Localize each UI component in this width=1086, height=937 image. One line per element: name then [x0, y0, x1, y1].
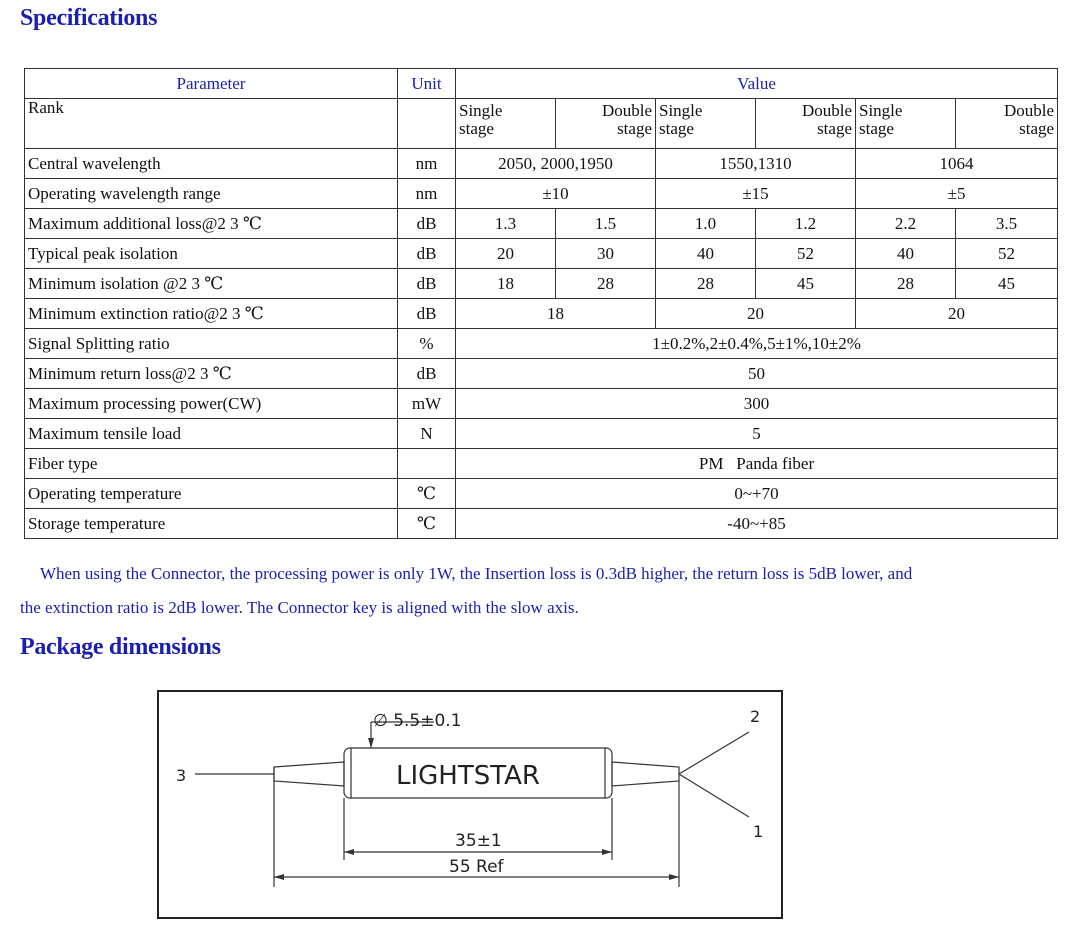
rank-double: Double stage: [756, 99, 856, 149]
table-header-row: [25, 69, 1058, 99]
connector-note-line-1: When using the Connector, the processing power is only 1W, the Insertion loss is 0.3dB higher, the return loss is 5dB lower, and: [40, 564, 913, 583]
port-1-label: 1: [753, 822, 764, 841]
left-boot: [274, 762, 344, 786]
connector-note-line-2: the extinction ratio is 2dB lower. The Connector key is aligned with the slow axis.: [20, 598, 579, 617]
rank-single: Single stage: [656, 99, 756, 149]
table-row: Maximum processing power(CW) mW 300: [25, 389, 1058, 419]
specifications-table: [24, 68, 1058, 539]
table-row: Signal Splitting ratio % 1±0.2%,2±0.4%,5±1%,10±2%: [25, 329, 1058, 359]
header-unit: Unit: [398, 69, 456, 99]
diameter-label: ∅ 5.5±0.1: [373, 711, 462, 731]
table-row: Minimum extinction ratio@2 3 ℃ dB 18 20 20: [25, 299, 1058, 329]
package-dimensions-heading: Package dimensions: [20, 634, 221, 660]
output-fiber-1: [679, 774, 749, 817]
dimension-total-label: 55 Ref: [449, 857, 504, 877]
table-row: Operating temperature ℃ 0~+70: [25, 479, 1058, 509]
right-boot: [612, 762, 679, 786]
port-2-label: 2: [750, 707, 761, 726]
port-3-label: 3: [176, 766, 187, 785]
table-row: Minimum return loss@2 3 ℃ dB 50: [25, 359, 1058, 389]
rank-double: Double stage: [956, 99, 1058, 149]
output-fiber-2: [679, 732, 749, 774]
rank-double: Double stage: [556, 99, 656, 149]
table-row: Storage temperature ℃ -40~+85: [25, 509, 1058, 539]
rank-label: Rank: [25, 99, 398, 149]
table-row: Operating wavelength range nm ±10 ±15 ±5: [25, 179, 1058, 209]
dimension-body-label: 35±1: [455, 831, 502, 851]
table-row: Maximum tensile load N 5: [25, 419, 1058, 449]
specifications-heading: Specifications: [20, 5, 158, 31]
table-row-rank: [25, 99, 1058, 149]
rank-single: Single stage: [856, 99, 956, 149]
table-row: Minimum isolation @2 3 ℃ dB 18 28 28 45 28 45: [25, 269, 1058, 299]
package-drawing-svg: [159, 692, 781, 917]
brand-label: LIGHTSTAR: [396, 761, 540, 791]
header-value: Value: [456, 69, 1058, 99]
table-row: Fiber type PM Panda fiber: [25, 449, 1058, 479]
table-row: Central wavelength nm 2050, 2000,1950 1550,1310 1064: [25, 149, 1058, 179]
table-row: Typical peak isolation dB 20 30 40 52 40 52: [25, 239, 1058, 269]
header-parameter: Parameter: [25, 69, 398, 99]
table-row: Maximum additional loss@2 3 ℃ dB 1.3 1.5 1.0 1.2 2.2 3.5: [25, 209, 1058, 239]
rank-single: Single stage: [456, 99, 556, 149]
package-drawing: [157, 690, 783, 919]
